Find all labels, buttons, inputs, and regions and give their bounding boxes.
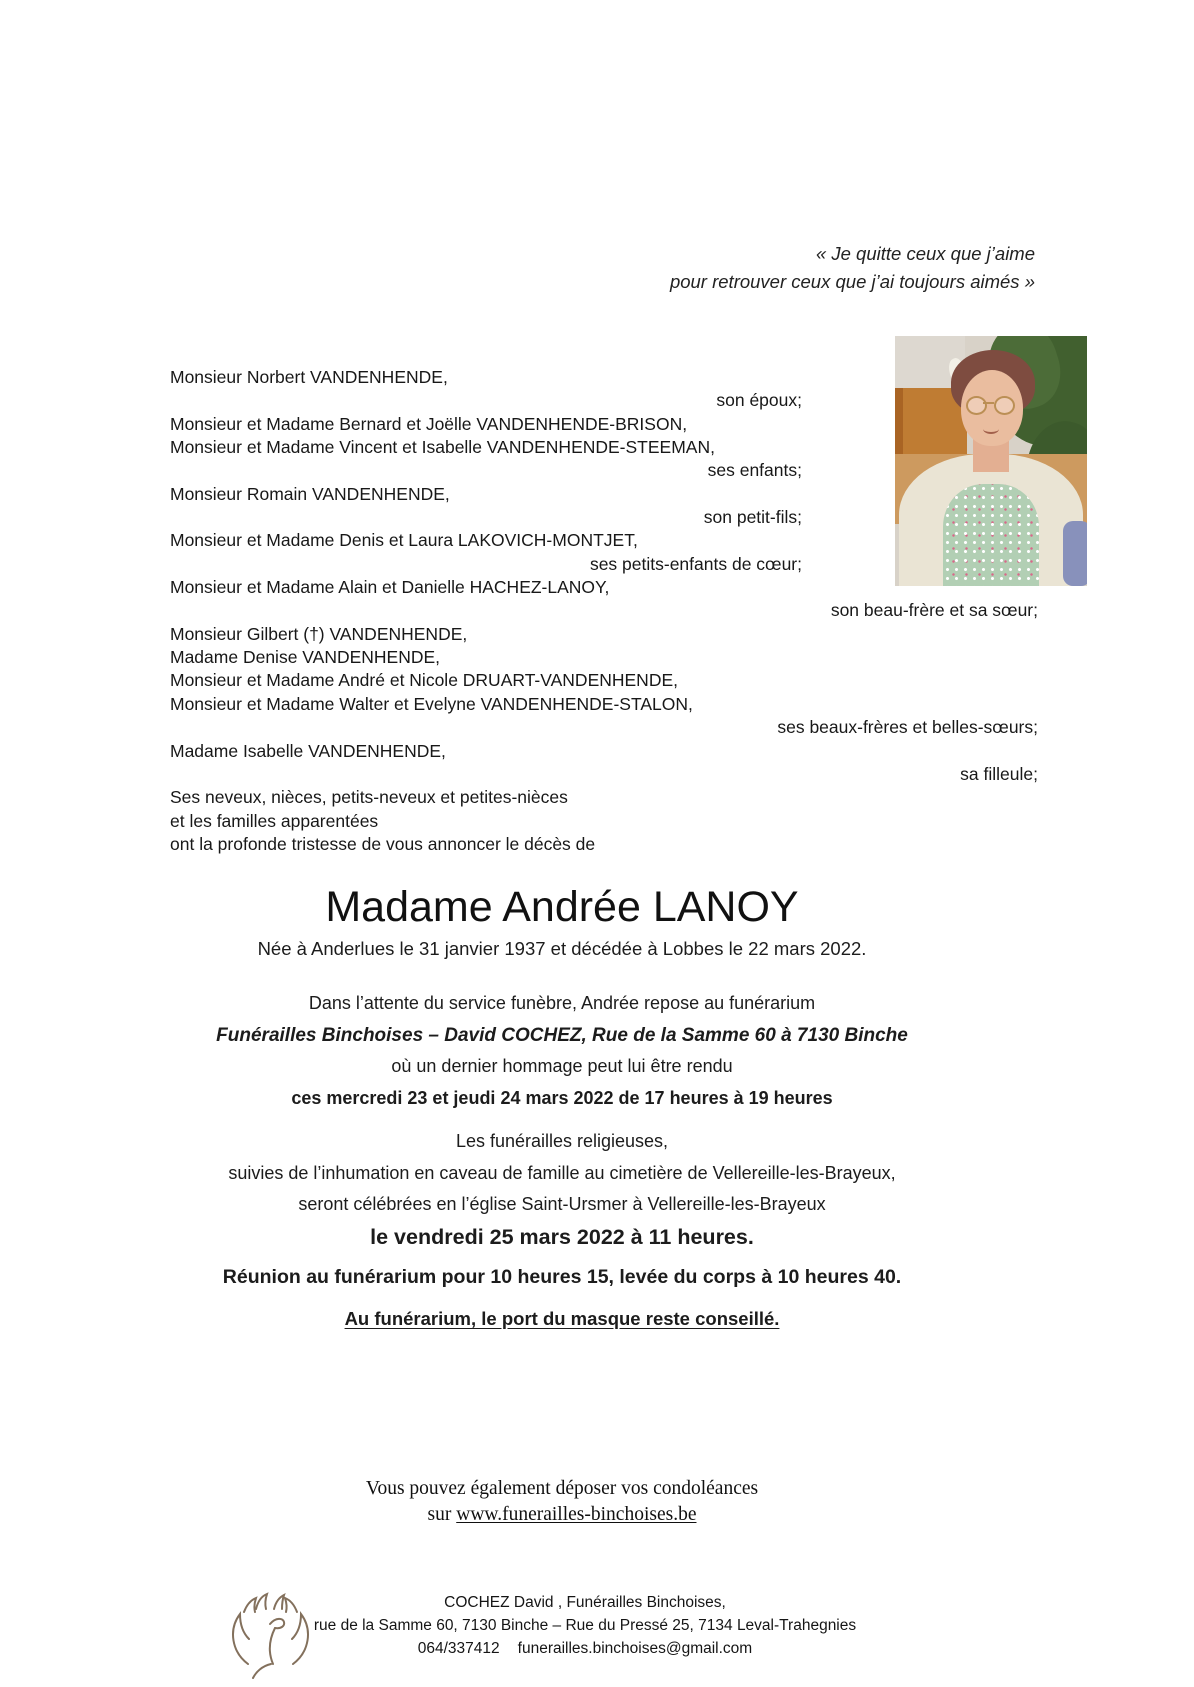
family-line: Monsieur et Madame Denis et Laura LAKOVICH-MONTJET, bbox=[170, 530, 638, 551]
footer-phone: 064/337412 bbox=[417, 1639, 500, 1657]
footer-email: funerailles.binchoises@gmail.com bbox=[517, 1639, 753, 1657]
photo-blue-object bbox=[1063, 521, 1087, 586]
relation-label: sa filleule; bbox=[960, 763, 1038, 784]
family-line: Monsieur et Madame André et Nicole DRUART-VANDENHENDE, bbox=[170, 670, 678, 691]
family-line: Madame Isabelle VANDENHENDE, bbox=[170, 740, 446, 761]
family-line: et les familles apparentées bbox=[170, 810, 379, 831]
birth-death-line: Née à Anderlues le 31 janvier 1937 et décédée à Lobbes le 22 mars 2022. bbox=[257, 938, 867, 959]
relation-label: son beau-frère et sa sœur; bbox=[830, 600, 1038, 621]
mask-notice: Au funérarium, le port du masque reste conseillé. bbox=[344, 1308, 780, 1329]
family-line: Madame Denise VANDENHENDE, bbox=[170, 647, 441, 668]
family-line: Monsieur et Madame Walter et Evelyne VANDENHENDE-STALON, bbox=[170, 693, 693, 714]
relation-label: son petit-fils; bbox=[703, 507, 802, 528]
condolences-line: Vous pouvez également déposer vos condoléances bbox=[365, 1478, 759, 1499]
relation-label: son époux; bbox=[716, 390, 802, 411]
family-line: Monsieur et Madame Alain et Danielle HACHEZ-LANOY, bbox=[170, 577, 610, 598]
family-line: Monsieur et Madame Bernard et Joëlle VANDENHENDE-BRISON, bbox=[170, 413, 688, 434]
quote-line-1: « Je quitte ceux que j’aime bbox=[815, 243, 1035, 264]
funeral-info bbox=[0, 1126, 1124, 1292]
footer-address-line: rue de la Samme 60, 7130 Binche – Rue du Pressé 25, 7134 Leval-Trahegnies bbox=[313, 1616, 857, 1634]
family-line: ont la profonde tristesse de vous annoncer le décès de bbox=[170, 833, 596, 854]
funeral-line-1: Les funérailles religieuses, bbox=[455, 1131, 669, 1151]
footer-contact-line bbox=[0, 1638, 1170, 1661]
quote-line-2: pour retrouver ceux que j’ai toujours aimés » bbox=[669, 271, 1035, 292]
condolences-block bbox=[0, 1476, 1124, 1528]
footer-company-line: COCHEZ David , Funérailles Binchoises, bbox=[444, 1594, 726, 1611]
relation-label: ses enfants; bbox=[707, 460, 802, 481]
family-line: Ses neveux, nièces, petits-neveux et petites-nièces bbox=[170, 787, 568, 808]
wake-line-3: où un dernier hommage peut lui être rendu bbox=[391, 1056, 733, 1076]
footer bbox=[0, 1592, 1170, 1660]
wake-visiting-hours: ces mercredi 23 et jeudi 24 mars 2022 de 17 heures à 19 heures bbox=[291, 1087, 833, 1108]
funeral-meeting-time: Réunion au funérarium pour 10 heures 15, levée du corps à 10 heures 40. bbox=[222, 1265, 902, 1288]
funeral-line-2: suivies de l’inhumation en caveau de famille au cimetière de Vellereille-les-Brayeux, bbox=[228, 1162, 896, 1183]
wake-line-1: Dans l’attente du service funèbre, Andrée repose au funérarium bbox=[308, 993, 816, 1013]
family-line: Monsieur Gilbert (†) VANDENHENDE, bbox=[170, 623, 468, 644]
relation-label: ses beaux-frères et belles-sœurs; bbox=[777, 717, 1038, 738]
condolences-prefix: sur bbox=[427, 1504, 457, 1525]
funeral-date-time: le vendredi 25 mars 2022 à 11 heures. bbox=[370, 1224, 754, 1249]
funeral-line-3: seront célébrées en l’église Saint-Ursmer à Vellereille-les-Brayeux bbox=[298, 1194, 826, 1214]
deceased-name: Madame Andrée LANOY bbox=[325, 883, 799, 931]
family-line: Monsieur Norbert VANDENHENDE, bbox=[170, 367, 448, 387]
wake-info bbox=[0, 988, 1124, 1114]
family-line: Monsieur Romain VANDENHENDE, bbox=[170, 483, 450, 504]
condolences-link[interactable]: www.funerailles-binchoises.be bbox=[456, 1504, 697, 1525]
funeral-home-address: Funérailles Binchoises – David COCHEZ, Rue de la Samme 60 à 7130 Binche bbox=[216, 1024, 908, 1046]
family-line: Monsieur et Madame Vincent et Isabelle VANDENHENDE-STEEMAN, bbox=[170, 437, 715, 458]
condolences-url-line bbox=[0, 1502, 1124, 1528]
family-list bbox=[170, 366, 1042, 856]
opening-quote bbox=[670, 240, 1035, 296]
relation-label: ses petits-enfants de cœur; bbox=[589, 553, 802, 574]
